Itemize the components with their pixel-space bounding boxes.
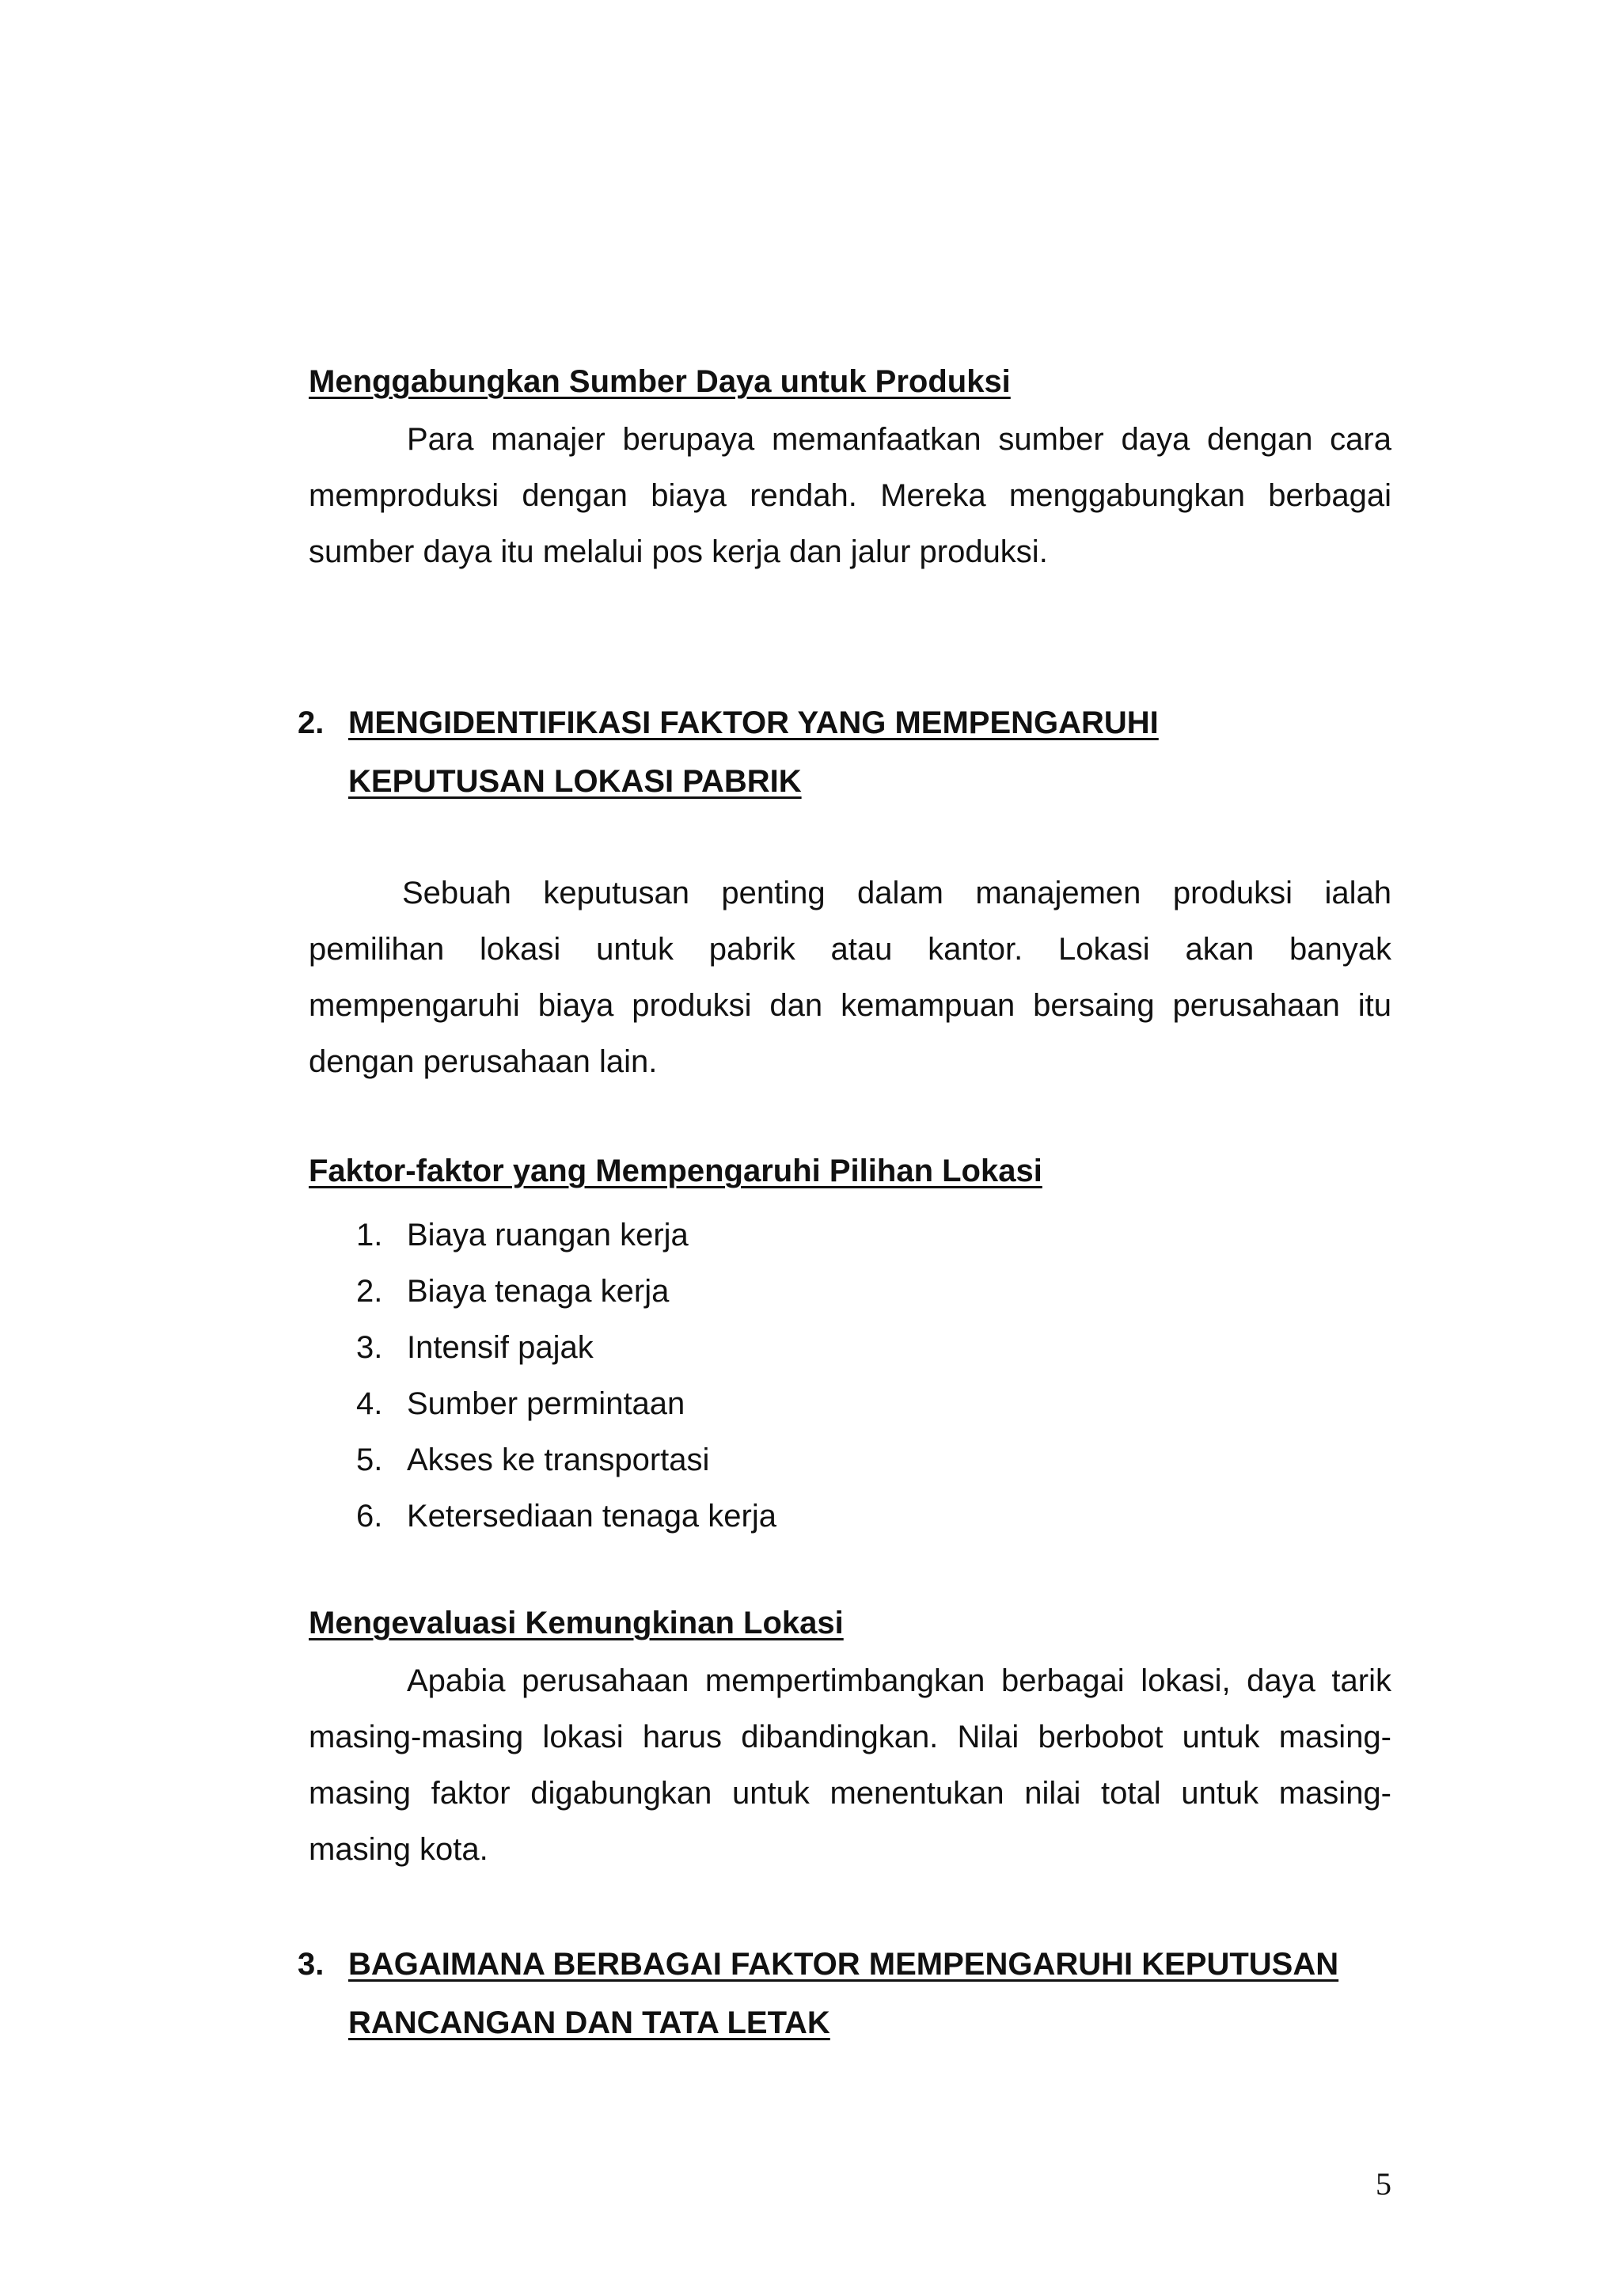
heading-evaluate: Mengevaluasi Kemungkinan Lokasi	[309, 1606, 844, 1640]
heading-factors: Faktor-faktor yang Mempengaruhi Pilihan Lokasi	[309, 1154, 1042, 1188]
evaluate-heading-block	[309, 1604, 1391, 1642]
heading-combine-resources: Menggabungkan Sumber Daya untuk Produksi	[309, 364, 1011, 399]
list-item	[356, 1488, 776, 1545]
section-2-title	[298, 694, 1398, 811]
paragraph-resources	[309, 412, 1391, 580]
list-item	[356, 1432, 776, 1488]
paragraph-resources-block	[309, 412, 1391, 580]
paragraph-location-block	[309, 865, 1391, 1090]
list-item-number: 3.	[356, 1330, 383, 1365]
list-item	[356, 1376, 776, 1432]
list-item	[356, 1320, 776, 1376]
list-item-number: 1.	[356, 1218, 383, 1253]
list-item-text: Intensif pajak	[407, 1330, 594, 1365]
paragraph-evaluate-block	[309, 1653, 1391, 1878]
list-item-text: Sumber permintaan	[407, 1386, 685, 1421]
section-3-title-line2: RANCANGAN DAN TATA LETAK	[348, 2005, 830, 2040]
list-item	[356, 1207, 776, 1264]
list-item-number: 2.	[356, 1274, 383, 1309]
section-2-number: 2.	[298, 705, 325, 740]
list-item-number: 5.	[356, 1443, 383, 1477]
list-item-number: 4.	[356, 1386, 383, 1421]
section-2-title-line1: MENGIDENTIFIKASI FAKTOR YANG MEMPENGARUHI	[348, 705, 1159, 740]
list-item	[356, 1264, 776, 1320]
list-item-text: Biaya tenaga kerja	[407, 1274, 670, 1309]
list-item-text: Ketersediaan tenaga kerja	[407, 1499, 776, 1534]
page-number: 5	[1376, 2166, 1391, 2202]
list-item-text: Biaya ruangan kerja	[407, 1218, 689, 1253]
list-item-text: Akses ke transportasi	[407, 1443, 710, 1477]
paragraph-evaluate-text: Apabia perusahaan mempertimbangkan berbagai lokasi, daya tarik masing-masing lokasi harus dibandingkan. Nilai berbobot untuk masing-masing faktor digabungkan untuk menentukan nilai total untuk masing-masing kota.	[309, 1663, 1391, 1867]
list-item-number: 6.	[356, 1499, 383, 1534]
factor-list	[356, 1207, 776, 1545]
factors-heading-block	[309, 1152, 1391, 1190]
paragraph-location	[309, 865, 1391, 1090]
paragraph-location-text: Sebuah keputusan penting dalam manajemen produksi ialah pemilihan lokasi untuk pabrik atau kantor. Lokasi akan banyak mempengaruhi biaya produksi dan kemampuan bersaing perusahaan itu dengan perusahaan lain.	[309, 876, 1391, 1079]
paragraph-resources-text: Para manajer berupaya memanfaatkan sumber daya dengan cara memproduksi dengan biaya rendah. Mereka menggabungkan berbagai sumber daya itu melalui pos kerja dan jalur produksi.	[309, 422, 1391, 569]
section-resources	[309, 363, 1391, 401]
section-3-number: 3.	[298, 1947, 325, 1982]
section-3-title-line1: BAGAIMANA BERBAGAI FAKTOR MEMPENGARUHI KEPUTUSAN	[348, 1947, 1339, 1982]
section-3-title	[298, 1935, 1398, 2052]
paragraph-evaluate	[309, 1653, 1391, 1878]
section-2-title-line2: KEPUTUSAN LOKASI PABRIK	[348, 764, 802, 799]
